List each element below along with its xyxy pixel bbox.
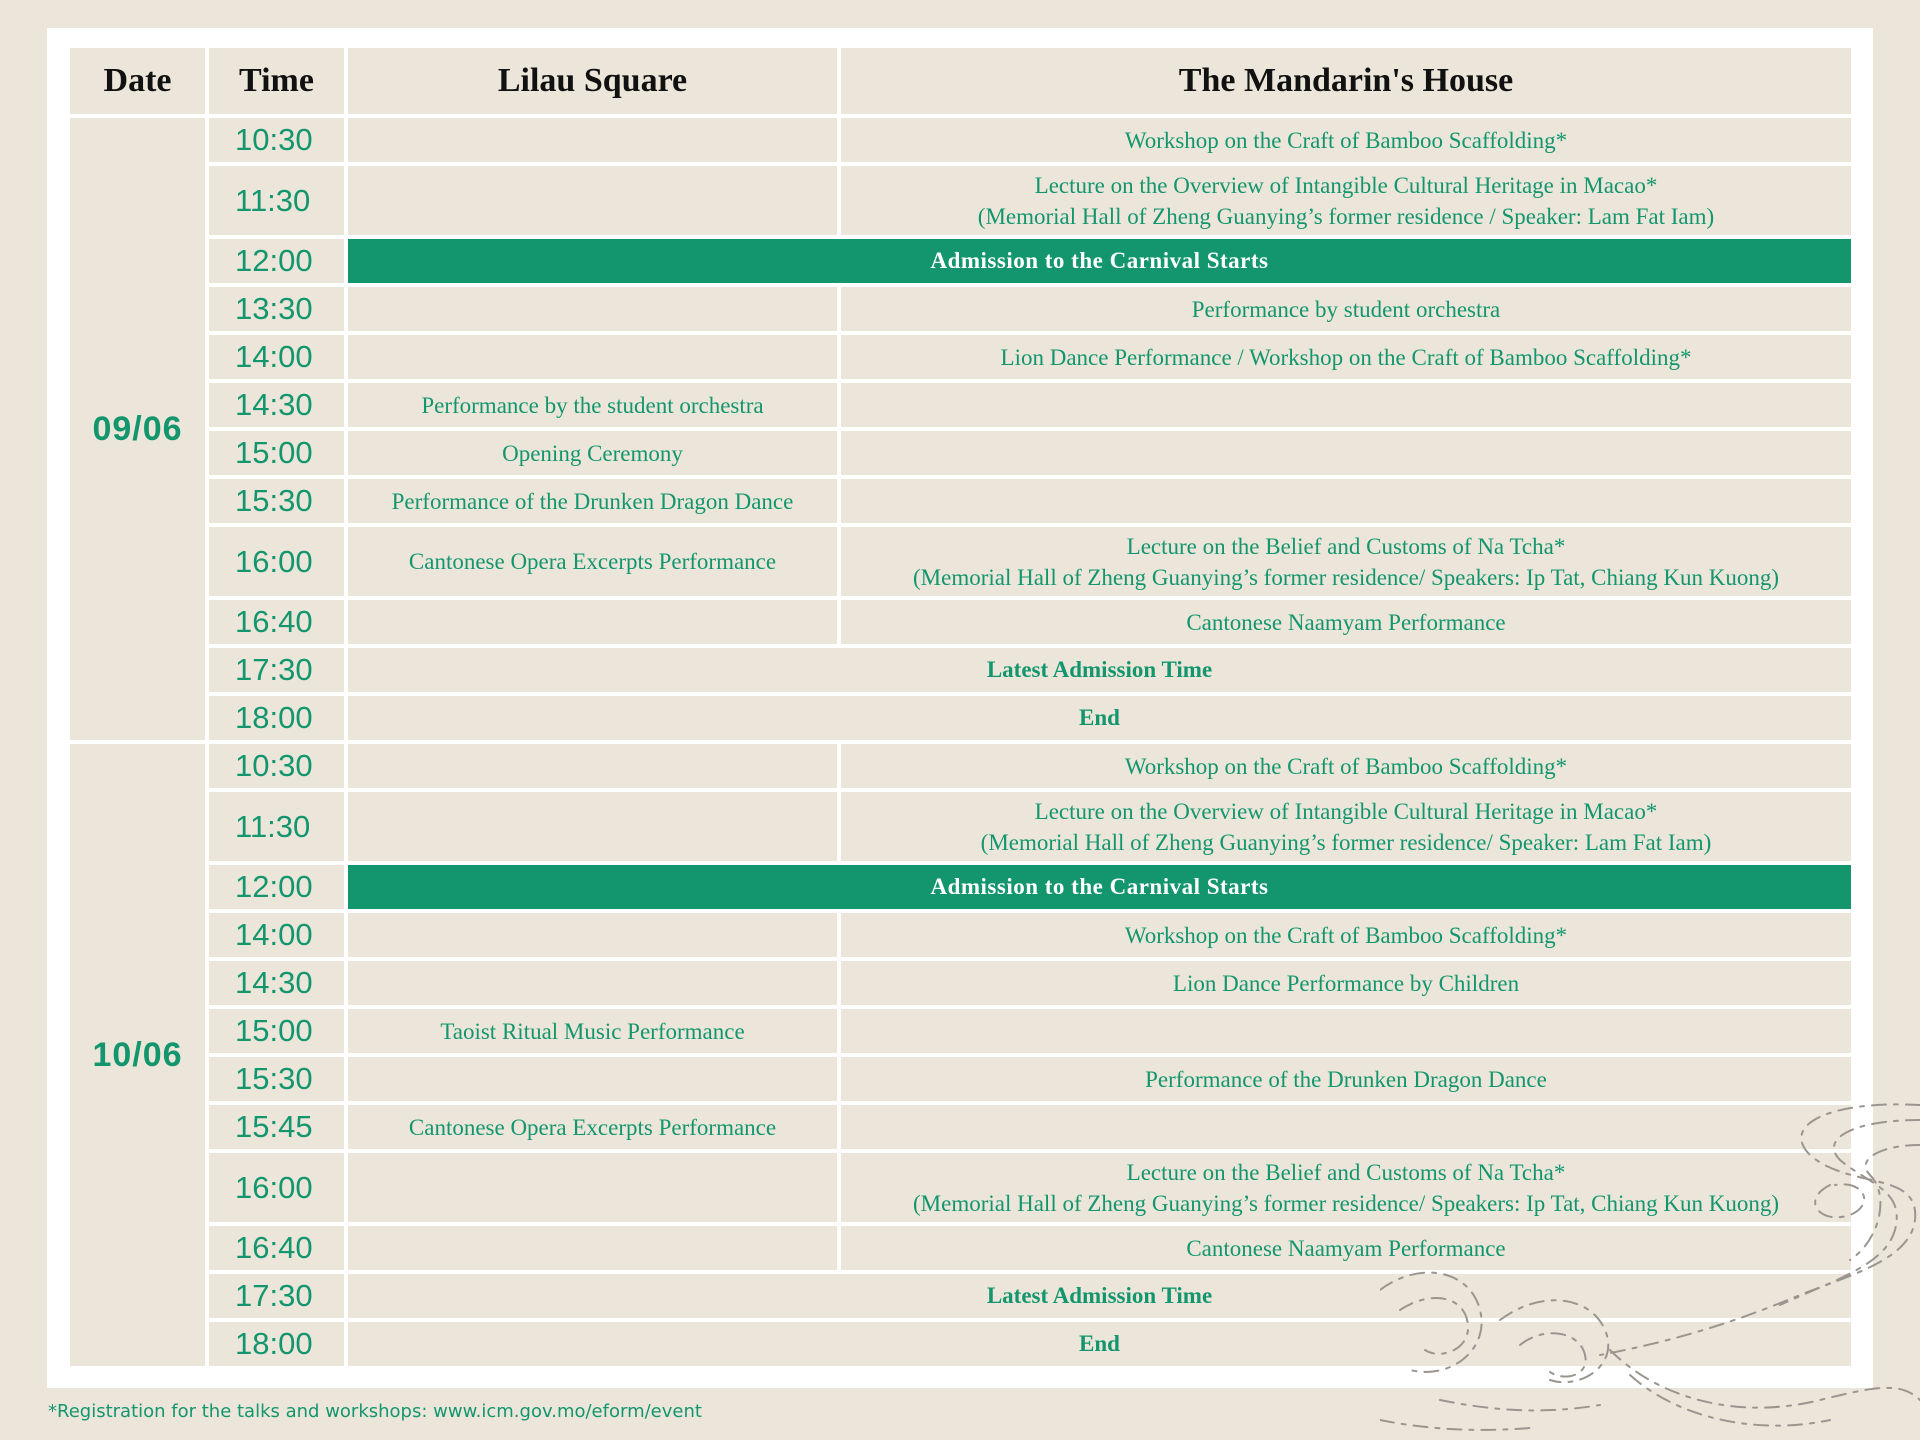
wave-decoration xyxy=(1380,1100,1920,1440)
event-line: Lion Dance Performance by Children xyxy=(1172,970,1520,996)
time-cell: 13:30 xyxy=(209,287,348,335)
date-cell: 09/06 xyxy=(70,118,209,744)
schedule-row xyxy=(70,431,1851,479)
mandarin-event-cell xyxy=(841,118,1851,166)
schedule-note: Latest Admission Time xyxy=(348,648,1851,696)
mandarin-event-cell xyxy=(841,383,1851,431)
event-line: (Memorial Hall of Zheng Guanying’s former residence/ Speakers: Ip Tat, Chiang Kun Kuong) xyxy=(913,564,1779,590)
schedule-row xyxy=(70,865,1851,913)
schedule-row xyxy=(70,1057,1851,1105)
event-line: Performance by the student orchestra xyxy=(421,392,764,418)
time-cell: 15:30 xyxy=(209,479,348,527)
lilau-event-cell xyxy=(348,287,841,335)
lilau-event-cell xyxy=(348,913,841,961)
lilau-event-cell xyxy=(348,527,841,600)
time-cell: 17:30 xyxy=(209,1274,348,1322)
mandarin-event-cell xyxy=(841,792,1851,865)
lilau-event-cell xyxy=(348,335,841,383)
schedule-note: End xyxy=(348,1322,1851,1370)
schedule-row xyxy=(70,527,1851,600)
lilau-event-cell xyxy=(348,1153,841,1226)
schedule-row xyxy=(70,383,1851,431)
admission-banner: Admission to the Carnival Starts xyxy=(348,865,1851,913)
time-cell: 16:40 xyxy=(209,600,348,648)
event-line: Lion Dance Performance / Workshop on the Craft of Bamboo Scaffolding* xyxy=(1000,344,1692,370)
mandarin-event-cell xyxy=(841,287,1851,335)
mandarin-event-cell xyxy=(841,166,1851,239)
time-cell: 16:00 xyxy=(209,1153,348,1226)
event-line: Lecture on the Belief and Customs of Na Tcha* xyxy=(1126,533,1566,559)
lilau-event-cell xyxy=(348,431,841,479)
header-mandarins-house: The Mandarin's House xyxy=(841,48,1851,118)
time-cell: 18:00 xyxy=(209,1322,348,1370)
header-time: Time xyxy=(209,48,348,118)
mandarin-event-cell xyxy=(841,600,1851,648)
time-cell: 12:00 xyxy=(209,239,348,287)
time-cell: 12:00 xyxy=(209,865,348,913)
schedule-row xyxy=(70,479,1851,527)
lilau-event-cell xyxy=(348,1105,841,1153)
event-line: Lecture on the Overview of Intangible Cultural Heritage in Macao* xyxy=(1034,798,1658,824)
time-cell: 14:00 xyxy=(209,913,348,961)
lilau-event-cell xyxy=(348,383,841,431)
mandarin-event-cell xyxy=(841,1009,1851,1057)
schedule-row xyxy=(70,287,1851,335)
event-line: Workshop on the Craft of Bamboo Scaffolding* xyxy=(1124,127,1568,153)
event-line: Performance of the Drunken Dragon Dance xyxy=(391,488,794,514)
time-cell: 17:30 xyxy=(209,648,348,696)
mandarin-event-cell xyxy=(841,913,1851,961)
event-line: (Memorial Hall of Zheng Guanying’s former residence/ Speakers: Ip Tat, Chiang Kun Kuong) xyxy=(913,1190,1779,1216)
time-cell: 10:30 xyxy=(209,118,348,166)
event-line: (Memorial Hall of Zheng Guanying’s former residence/ Speaker: Lam Fat Iam) xyxy=(980,829,1712,855)
mandarin-event-cell xyxy=(841,961,1851,1009)
admission-banner: Admission to the Carnival Starts xyxy=(348,239,1851,287)
lilau-event-cell xyxy=(348,792,841,865)
header-date: Date xyxy=(70,48,209,118)
event-line: Cantonese Opera Excerpts Performance xyxy=(408,1114,777,1140)
time-cell: 14:30 xyxy=(209,961,348,1009)
schedule-note: End xyxy=(348,696,1851,744)
event-line: (Memorial Hall of Zheng Guanying’s former residence / Speaker: Lam Fat Iam) xyxy=(977,203,1715,229)
lilau-event-cell xyxy=(348,1226,841,1274)
time-cell: 15:00 xyxy=(209,431,348,479)
lilau-event-cell xyxy=(348,479,841,527)
time-cell: 16:00 xyxy=(209,527,348,600)
lilau-event-cell xyxy=(348,744,841,792)
mandarin-event-cell xyxy=(841,431,1851,479)
event-line: Workshop on the Craft of Bamboo Scaffolding* xyxy=(1124,753,1568,779)
event-line: Cantonese Naamyam Performance xyxy=(1186,1235,1506,1261)
lilau-event-cell xyxy=(348,118,841,166)
registration-footnote: *Registration for the talks and workshops: www.icm.gov.mo/eform/event xyxy=(48,1401,702,1422)
time-cell: 15:00 xyxy=(209,1009,348,1057)
schedule-row xyxy=(70,239,1851,287)
header-lilau-square: Lilau Square xyxy=(348,48,841,118)
time-cell: 15:45 xyxy=(209,1105,348,1153)
event-line: Performance by student orchestra xyxy=(1191,296,1501,322)
schedule-row xyxy=(70,600,1851,648)
event-line: Opening Ceremony xyxy=(502,440,683,466)
event-line: Lecture on the Belief and Customs of Na Tcha* xyxy=(1126,1159,1566,1185)
lilau-event-cell xyxy=(348,600,841,648)
schedule-row xyxy=(70,792,1851,865)
time-cell: 11:30 xyxy=(209,166,348,239)
date-cell: 10/06 xyxy=(70,744,209,1370)
schedule-row xyxy=(70,913,1851,961)
event-line: Cantonese Naamyam Performance xyxy=(1186,609,1506,635)
event-line: Taoist Ritual Music Performance xyxy=(440,1018,745,1044)
event-line: Workshop on the Craft of Bamboo Scaffolding* xyxy=(1124,922,1568,948)
schedule-row xyxy=(70,166,1851,239)
event-line: Performance of the Drunken Dragon Dance xyxy=(1145,1066,1547,1092)
schedule-note: Latest Admission Time xyxy=(348,1274,1851,1322)
time-cell: 10:30 xyxy=(209,744,348,792)
schedule-row xyxy=(70,1009,1851,1057)
time-cell: 15:30 xyxy=(209,1057,348,1105)
event-line: Cantonese Opera Excerpts Performance xyxy=(408,549,777,574)
schedule-row xyxy=(70,961,1851,1009)
lilau-event-cell xyxy=(348,961,841,1009)
time-cell: 14:00 xyxy=(209,335,348,383)
header-row xyxy=(70,48,1851,118)
event-line: Lecture on the Overview of Intangible Cultural Heritage in Macao* xyxy=(1034,172,1658,198)
time-cell: 18:00 xyxy=(209,696,348,744)
time-cell: 11:30 xyxy=(209,792,348,865)
time-cell: 16:40 xyxy=(209,1226,348,1274)
time-cell: 14:30 xyxy=(209,383,348,431)
lilau-event-cell xyxy=(348,1057,841,1105)
schedule-row xyxy=(70,648,1851,696)
schedule-row xyxy=(70,118,1851,166)
schedule-row xyxy=(70,696,1851,744)
mandarin-event-cell xyxy=(841,527,1851,600)
schedule-row xyxy=(70,744,1851,792)
mandarin-event-cell xyxy=(841,744,1851,792)
lilau-event-cell xyxy=(348,166,841,239)
mandarin-event-cell xyxy=(841,335,1851,383)
lilau-event-cell xyxy=(348,1009,841,1057)
schedule-row xyxy=(70,335,1851,383)
mandarin-event-cell xyxy=(841,479,1851,527)
mandarin-event-cell xyxy=(841,1057,1851,1105)
